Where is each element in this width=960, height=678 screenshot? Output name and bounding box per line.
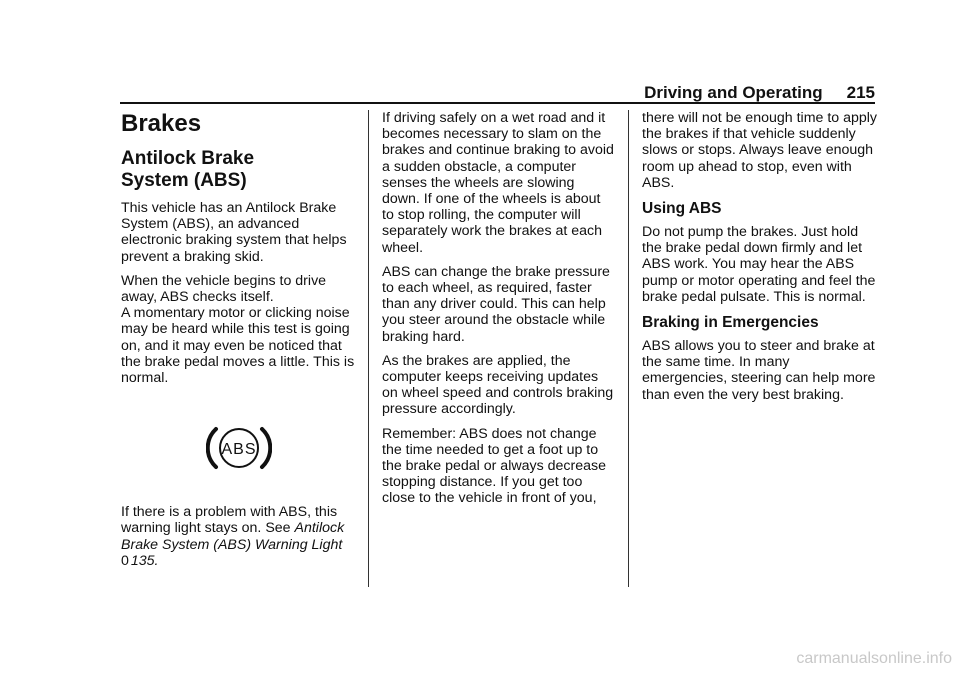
section-title: Driving and Operating — [644, 83, 823, 102]
column-divider-2 — [628, 110, 629, 587]
paragraph: As the brakes are applied, the computer keeps receiving updates on wheel speed and controls braking pressure accordingly. — [382, 352, 614, 418]
paragraph: If driving safely on a wet road and it becomes necessary to slam on the brakes and continue braking to avoid a sudden obstacle, a computer senses the wheels are slowing down. If one of the wheels is about to stop rolling, the computer will separately work the brakes at each wheel. — [382, 110, 614, 256]
page-number: 215 — [846, 83, 875, 102]
paragraph: ABS can change the brake pressure to each wheel, as required, faster than any driver could. This can help you steer around the obstacle while braking hard. — [382, 263, 610, 345]
header-rule — [120, 102, 875, 104]
watermark: carmanualsonline.info — [796, 650, 952, 667]
subsection-heading: Braking in Emergencies — [642, 314, 819, 332]
subsection-heading: Using ABS — [642, 200, 722, 218]
column-1 — [121, 110, 357, 577]
abs-warning-light-figure — [121, 394, 357, 502]
paragraph: Remember: ABS does not change the time needed to get a foot up to the brake pedal or always decrease stopping distance. If you get too close to the vehicle in front of you, — [382, 425, 606, 507]
section-heading: Brakes — [121, 110, 202, 137]
paragraph-lead: If there is a problem with ABS, this warning light stays on. See — [121, 504, 338, 537]
paragraph: When the vehicle begins to drive away, ABS checks itself. — [121, 272, 327, 306]
page-reference[interactable]: 135. — [130, 552, 159, 569]
paragraph: there will not be enough time to apply the brakes if that vehicle suddenly slows or stops. Always leave enough room up ahead to stop, even with ABS. — [642, 110, 878, 191]
subsection-heading-line-1: Antilock Brake — [121, 148, 255, 169]
abs-symbol-text: ABS — [221, 441, 257, 459]
running-head — [644, 83, 875, 103]
paragraph: Do not pump the brakes. Just hold the brake pedal down firmly and let ABS work. You may hear the ABS pump or motor operating and feel the brake pedal pulsate. This is normal. — [642, 224, 876, 305]
cross-reference-link[interactable]: Antilock Brake System (ABS) Warning Light — [121, 520, 345, 553]
subsection-heading-line-2: System (ABS) — [121, 170, 247, 191]
column-divider-1 — [368, 110, 369, 587]
page-reference-arrow-icon: 0 — [121, 552, 129, 569]
paragraph: ABS allows you to steer and brake at the same time. In many emergencies, steering can help more than even the very best braking. — [642, 338, 876, 403]
paragraph — [121, 504, 357, 569]
paragraph: This vehicle has an Antilock Brake System (ABS), an advanced electronic braking system that helps prevent a braking skid. — [121, 200, 347, 265]
column-3 — [642, 110, 878, 411]
column-2 — [382, 110, 616, 515]
subsection-heading — [121, 148, 357, 192]
abs-warning-light-icon — [206, 421, 272, 475]
paragraph: A momentary motor or clicking noise may be heard while this test is going on, and it may even be noticed that the brake pedal moves a little. This is normal. — [121, 305, 355, 387]
